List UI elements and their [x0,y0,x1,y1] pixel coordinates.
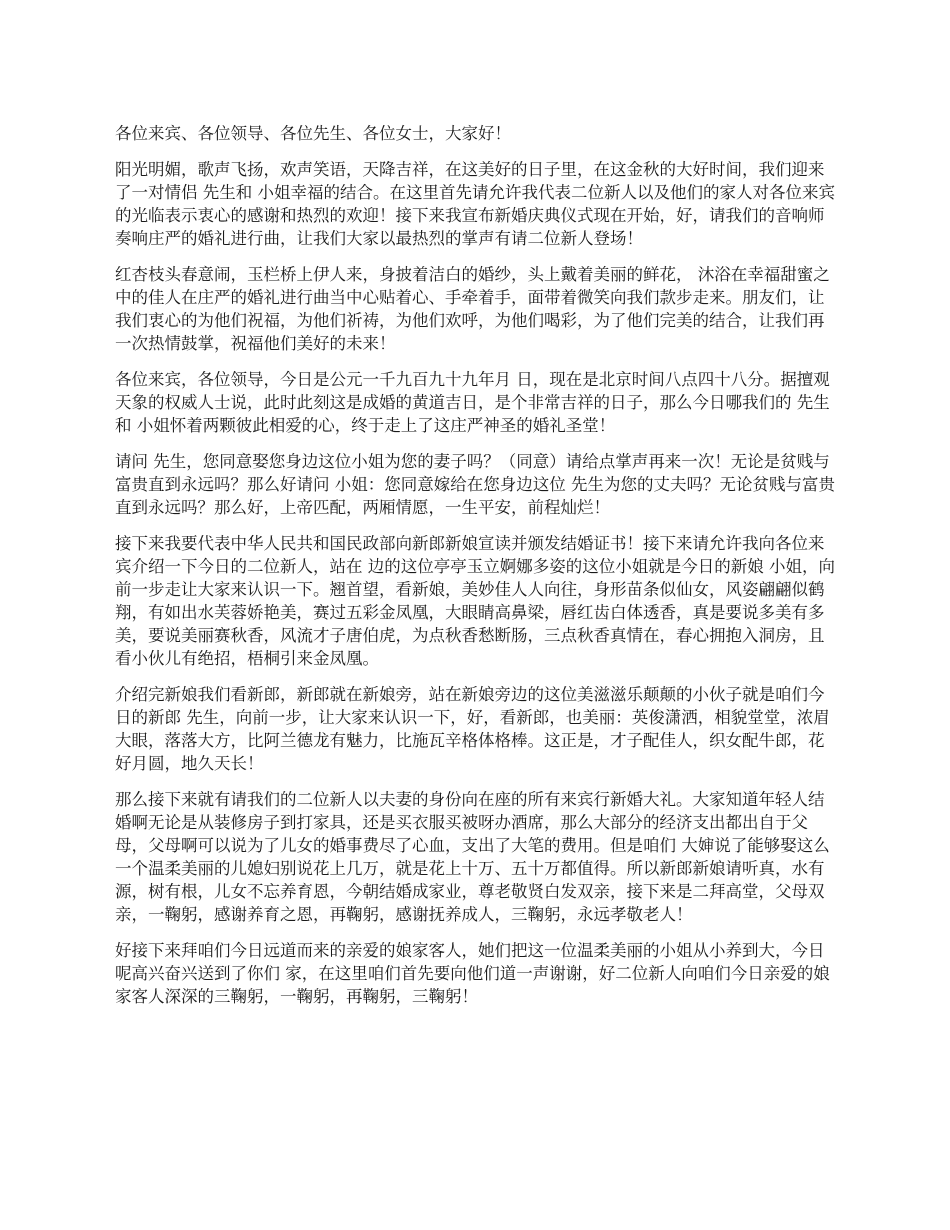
paragraph-vows: 请问 先生，您同意娶您身边这位小姐为您的妻子吗？（同意）请给点掌声再来一次！无论是贫贱与富贵直到永远吗？那么好请问 小姐：您同意嫁给在您身边这位 先生为您的丈夫吗？无论贫贱与富贵直到永远吗？那么好，上帝匹配，两厢情愿，一生平安，前程灿烂！ [115,452,835,517]
paragraph-opening: 阳光明媚，歌声飞扬，欢声笑语，天降吉祥，在这美好的日子里，在这金秋的大好时间，我们迎来了一对情侣 先生和 小姐幸福的结合。在这里首先请允许我代表二位新人以及他们的家人对各位来宾的光临表示衷心的感谢和热烈的欢迎！接下来我宣布新婚庆典仪式现在开始，好，请我们的音响师奏响庄严的婚礼进行曲，让我们大家以最热烈的掌声有请二位新人登场！ [115,160,835,248]
paragraph-bow-to-guests: 好接下来拜咱们今日远道而来的亲爱的娘家客人，她们把这一位温柔美丽的小姐从小养到大，今日呢高兴奋兴送到了你们 家，在这里咱们首先要向他们道一声谢谢，好二位新人向咱们今日亲爱的娘家客人深深的三鞠躬，一鞠躬，再鞠躬，三鞠躬！ [115,941,830,1006]
paragraph-bride-entrance: 红杏枝头春意闹，玉栏桥上伊人来，身披着洁白的婚纱，头上戴着美丽的鲜花， 沐浴在幸福甜蜜之中的佳人在庄严的婚礼进行曲当中心贴着心、手牵着手，面带着微笑向我们款步走来。朋友们，让我们衷心的为他们祝福，为他们祈祷，为他们欢呼，为他们喝彩，为了他们完美的结合，让我们再一次热情鼓掌，祝福他们美好的未来！ [115,265,830,353]
paragraph-groom-intro: 介绍完新娘我们看新郎，新郎就在新娘旁，站在新娘旁边的这位美滋滋乐颠颠的小伙子就是咱们今日的新郎 先生，向前一步，让大家来认识一下，好，看新郎，也美丽：英俊潇洒，相貌堂堂，浓眉大眼，落落大方，比阿兰德龙有魅力，比施瓦辛格体格棒。这正是，才子配佳人，织女配牛郎，花好月圆，地久天长！ [115,685,830,773]
paragraph-bow-to-parents: 那么接下来就有请我们的二位新人以夫妻的身份向在座的所有来宾行新婚大礼。大家知道年轻人结婚啊无论是从装修房子到打家具，还是买衣服买被呀办酒席，那么大部分的经济支出都出自于父母，父母啊可以说为了儿女的婚事费尽了心血，支出了大笔的费用。但是咱们 大婶说了能够娶这么一个温柔美丽的儿媳妇别说花上几万，就是花上十万、五十万都值得。所以新郎新娘请听真，水有源，树有根，儿女不忘养育恩，今朝结婚成家业，尊老敬贤白发双亲，接下来是二拜高堂，父母双亲，一鞠躬，感谢养育之恩，再鞠躬，感谢抚养成人，三鞠躬，永远孝敬老人！ [115,790,830,924]
paragraph-certificate-bride-intro: 接下来我要代表中华人民共和国民政部向新郎新娘宣读并颁发结婚证书！接下来请允许我向各位来宾介绍一下今日的二位新人，站在 边的这位亭亭玉立婀娜多姿的这位小姐就是今日的新娘 小姐，向前一步走让大家来认识一下。翘首望，看新娘，美妙佳人人向往，身形苗条似仙女，风姿翩翩似鹤翔，有如出水芙蓉娇艳美，赛过五彩金凤凰，大眼睛高鼻梁，唇红齿白体透香，真是要说多美有多美，要说美丽赛秋香，风流才子唐伯虎，为点秋香愁断肠，三点秋香真情在，春心拥抱入洞房，且看小伙儿有绝招，梧桐引来金凤凰。 [115,534,835,668]
paragraph-greeting: 各位来宾、各位领导、各位先生、各位女士，大家好！ [115,124,511,143]
paragraph-date-announcement: 各位来宾，各位领导，今日是公元一千九百九十九年月 日，现在是北京时间八点四十八分。据擅观天象的权威人士说，此时此刻这是成婚的黄道吉日，是个非常吉祥的日子，那么今日哪我们的 先生和 小姐怀着两颗彼此相爱的心，终于走上了这庄严神圣的婚礼圣堂！ [115,370,830,435]
document-body [115,122,839,1021]
